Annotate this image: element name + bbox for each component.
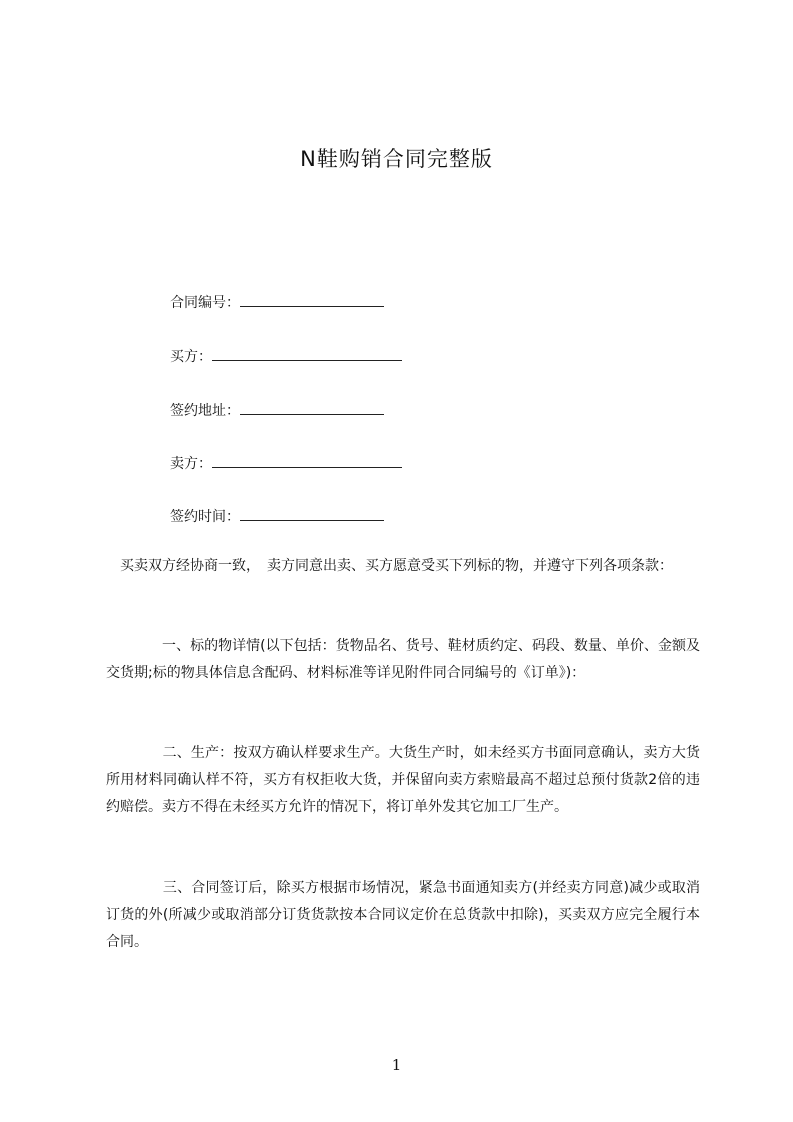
buyer-field xyxy=(170,346,402,366)
clause-1-paragraph: 一、标的物详情(以下包括：货物品名、货号、鞋材质约定、码段、数量、单价、金额及交货期;标的物具体信息含配码、材料标准等详见附件同合同编号的《订单》)： xyxy=(106,638,700,681)
sign-place-label: 签约地址： xyxy=(170,403,240,419)
sign-time-label: 签约时间： xyxy=(170,509,240,525)
clause-2-paragraph: 二、生产：按双方确认样要求生产。大货生产时，如未经买方书面同意确认，卖方大货所用材料同确认样不符，买方有权拒收大货，并保留向卖方索赔最高不超过总预付货款2倍的违约赔偿。卖方不得在未经买方允许的情况下，将订单外发其它加工厂生产。 xyxy=(106,745,700,815)
sign-place-field xyxy=(170,400,384,420)
contract-number-label: 合同编号： xyxy=(170,295,240,311)
sign-time-blank xyxy=(240,506,384,521)
sign-time-field xyxy=(170,506,384,526)
contract-number-blank xyxy=(240,292,384,307)
seller-field xyxy=(170,453,402,473)
buyer-blank xyxy=(212,346,402,361)
document-title: N鞋购销合同完整版 xyxy=(300,147,493,171)
page-number: 1 xyxy=(391,1056,402,1074)
clause-3-paragraph: 三、合同签订后，除买方根据市场情况，紧急书面通知卖方(并经卖方同意)减少或取消订货的外(所减少或取消部分订货货款按本合同议定价在总货款中扣除)，买卖双方应完全履行本合同。 xyxy=(106,880,700,950)
buyer-label: 买方： xyxy=(170,349,212,365)
contract-number-field xyxy=(170,292,384,312)
sign-place-blank xyxy=(240,400,384,415)
intro-paragraph: 买卖双方经协商一致， 卖方同意出卖、买方愿意受买下列标的物，并遵守下列各项条款： xyxy=(106,558,673,574)
seller-label: 卖方： xyxy=(170,456,212,472)
seller-blank xyxy=(212,453,402,468)
